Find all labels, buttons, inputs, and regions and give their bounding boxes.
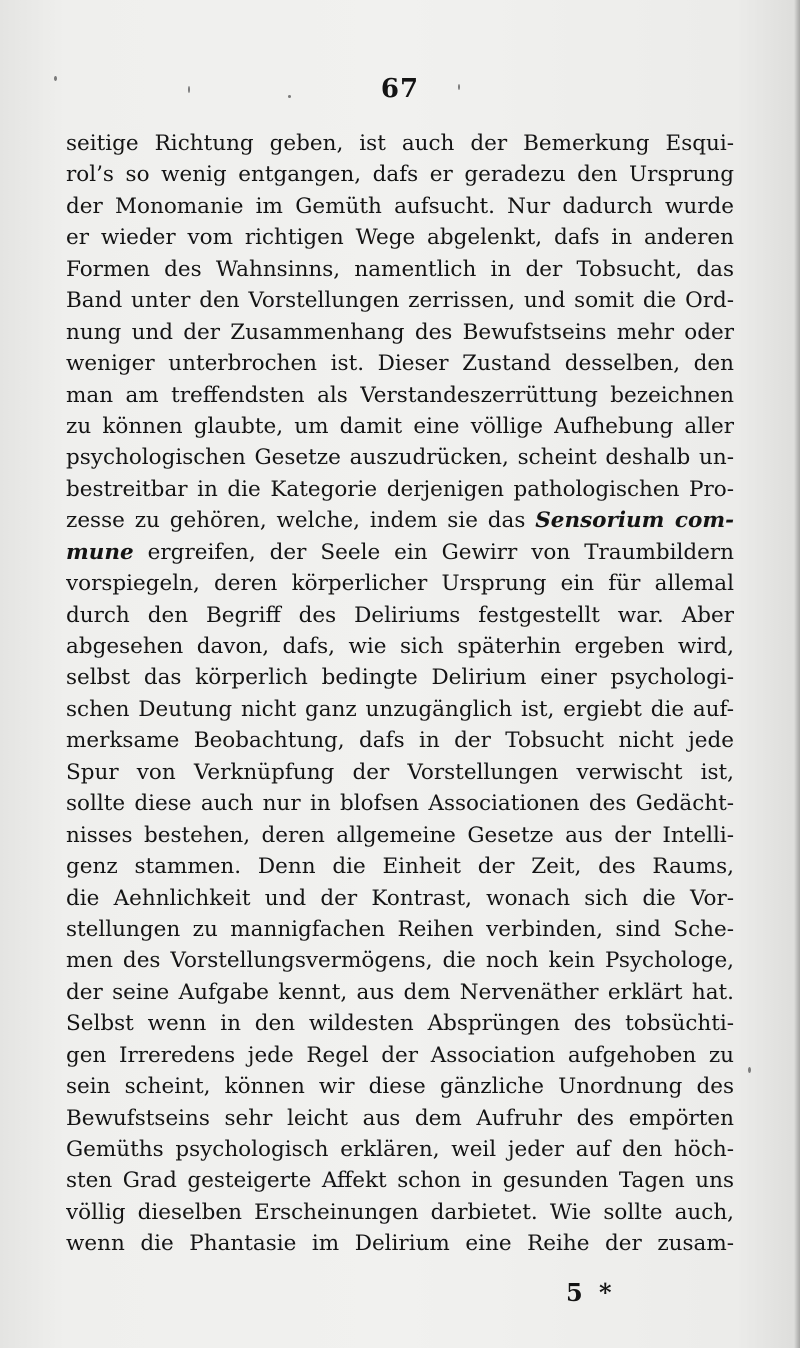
text-line [66,725,734,756]
text-line [66,317,734,348]
text-run: abgesehen davon, dafs, wie sich späterhin ergeben wird, [66,634,734,659]
text-run: Selbst wenn in den wildesten Absprüngen des tobsüchti- [66,1011,734,1037]
text-line [66,568,734,599]
text-run: weniger unterbrochen ist. Dieser Zustand desselben, den [66,351,734,377]
text-line [66,254,734,285]
page-number: 67 [380,74,420,104]
text-line [66,348,734,379]
text-line [66,285,734,316]
text-line [66,222,734,253]
text-line [66,820,734,851]
text-run: schen Deutung nicht ganz unzugänglich ist, ergiebt die auf- [66,696,734,722]
text-run: zesse zu gehören, welche, indem sie das [66,508,536,534]
text-run: nisses bestehen, deren allgemeine Gesetze aus der Intelli- [66,822,734,848]
text-run: ergreifen, der Seele ein Gewirr von Traumbildern [133,539,734,565]
text-line [66,505,734,536]
text-line [66,631,734,662]
text-line [66,159,734,190]
text-line [66,883,734,914]
italic-term: mune [66,539,134,565]
text-run: sollte diese auch nur in blofsen Associationen des Gedächt- [66,791,734,817]
text-run: durch den Begriff des Deliriums festgestellt war. Aber [66,602,734,628]
text-run: völlig dieselben Erscheinungen darbietet. Wie sollte auch, [66,1199,734,1225]
text-run: Band unter den Vorstellungen zerrissen, und somit die Ord- [66,288,734,314]
text-run: genz stammen. Denn die Einheit der Zeit, des Raums, [66,854,734,880]
text-line [66,1134,734,1165]
text-run: sein scheint, können wir diese gänzliche Unordnung des [66,1074,734,1100]
body-text [66,128,734,1260]
text-run: die Aehnlichkeit und der Kontrast, wonach sich die Vor- [66,885,734,911]
text-run: merksame Beobachtung, dafs in der Tobsucht nicht jede [66,728,734,754]
text-line [66,128,734,159]
text-line [66,694,734,725]
paper-speck [288,95,291,98]
paper-speck [748,1067,751,1073]
paper-speck [458,84,460,90]
text-run: nung und der Zusammenhang des Bewufstseins mehr oder [66,319,734,345]
text-line [66,1197,734,1228]
text-line [66,1008,734,1039]
text-run: Gemüths psychologisch erklären, weil jeder auf den höch- [66,1137,734,1162]
text-line [66,191,734,222]
text-line [66,1165,734,1196]
text-run: selbst das körperlich bedingte Delirium einer psychologi- [66,665,734,691]
text-line [66,788,734,819]
page-edge-shadow [794,0,800,1348]
text-line [66,1228,734,1259]
text-run: bestreitbar in die Kategorie derjenigen pathologischen Pro- [66,476,734,502]
italic-term: Sensorium com- [535,508,734,534]
text-line [66,1071,734,1102]
text-run: man am treffendsten als Verstandeszerrüttung bezeichnen [66,382,734,408]
text-run: men des Vorstellungsvermögens, die noch kein Psychologe, [66,948,734,974]
text-line [66,914,734,945]
text-line [66,851,734,882]
text-line [66,537,734,568]
text-run: Formen des Wahnsinns, namentlich in der Tobsucht, das [66,256,734,282]
text-line [66,1103,734,1134]
text-run: rol’s so wenig entgangen, dafs er geradezu den Ursprung [66,162,734,188]
text-line [66,474,734,505]
text-run: gen Irreredens jede Regel der Association aufgehoben zu [66,1042,734,1068]
text-run: sten Grad gesteigerte Affekt schon in gesunden Tagen uns [66,1168,734,1194]
text-line [66,442,734,473]
text-run: der seine Aufgabe kennt, aus dem Nervenäther erklärt hat. [66,979,734,1005]
text-line [66,662,734,693]
printer-signature-mark: 5 * [566,1278,616,1307]
paper-speck [54,76,57,81]
text-line [66,1040,734,1071]
text-run: der Monomanie im Gemüth aufsucht. Nur dadurch wurde [66,193,734,219]
text-run: vorspiegeln, deren körperlicher Ursprung ein für allemal [66,571,734,597]
text-line [66,411,734,442]
text-run: wenn die Phantasie im Delirium eine Reihe der zusam- [66,1231,734,1257]
text-line [66,380,734,411]
text-run: stellungen zu mannigfachen Reihen verbinden, sind Sche- [66,916,734,942]
text-line [66,600,734,631]
text-run: Spur von Verknüpfung der Vorstellungen verwischt ist, [66,759,734,785]
text-run: psychologischen Gesetze auszudrücken, scheint deshalb un- [66,445,734,471]
text-run: er wieder vom richtigen Wege abgelenkt, dafs in anderen [66,225,734,251]
text-line [66,757,734,788]
text-line [66,945,734,976]
text-run: Bewufstseins sehr leicht aus dem Aufruhr des empörten [66,1105,734,1131]
text-run: seitige Richtung geben, ist auch der Bemerkung Esqui- [66,131,734,156]
text-run: zu können glaubte, um damit eine völlige Aufhebung aller [66,413,734,439]
paper-speck [188,86,190,93]
text-line [66,977,734,1008]
